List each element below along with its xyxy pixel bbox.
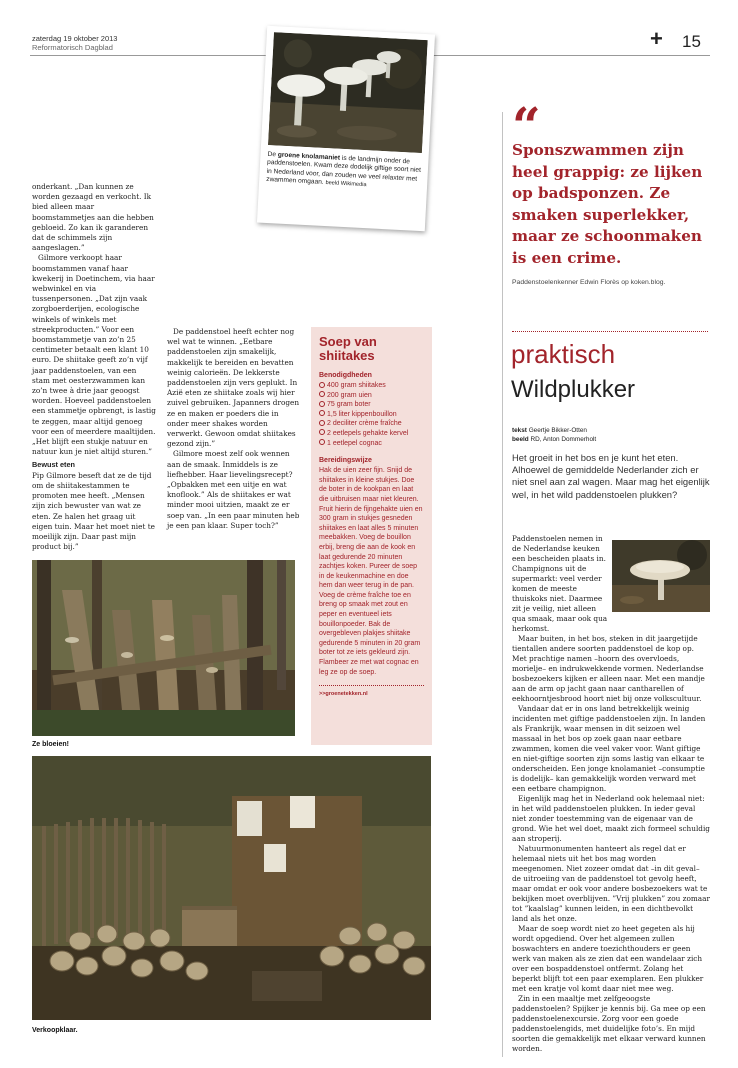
polaroid-caption (266, 151, 422, 193)
polaroid-credit: beeld Wikimedia (325, 180, 367, 189)
article-paragraph: Gilmore verkoopt haar boomstammen vanaf haar kwekerij in Doetinchem, via haar webwinkel en via tussenpersonen. „Dat zijn vaak zorgboerderijen, ecologische winkels of winkels met streekproducten.” Voor een boomstammetje van zo’n 25 centimeter betaalt een klant 10 euro. De shiitake geeft zo’n vijf jaar paddenstoelen, van een stam met oesterzwammen kan zo’n twee à drie jaar geoogst worden. Hoeveel paddenstoelen een stammetje opbrengt, is lastig te zeggen, maar altijd genoeg voor een of meerdere maaltijden. „Het blijft een stukje natuur en natuur kun je niet altijd sturen.” (32, 253, 156, 457)
photo-logs-sale (32, 756, 431, 1020)
photo-caption-1: Ze bloeien! (32, 741, 69, 748)
byline-text-row (512, 426, 596, 435)
pull-quote-source: Paddenstoelenkenner Edwin Florès op koken.blog. (512, 279, 666, 286)
article-paragraph: De paddenstoel heeft echter nog wel wat te winnen. „Eetbare paddenstoelen zijn smakelijk, makkelijk te bereiden en bevatten weinig calorieën. De lekkerste paddenstoelen zijn vers geplukt. In Azië eten ze shiitake zoals wij hier zuivel gebruiken. Japanners drogen ze en maken er poeders die in onder meer shakes worden verwerkt. Gewoon omdat shiitakes gezond zijn.” (167, 327, 300, 449)
article-column-1 (32, 182, 156, 552)
death-cap-mushroom-image (268, 32, 428, 153)
circle-icon (319, 410, 325, 416)
sidebar-title: Wildplukker (511, 376, 636, 403)
polaroid-photo (257, 26, 435, 232)
polaroid-caption-pre: De (267, 150, 278, 159)
sidebar-paragraph: Maar de soep wordt niet zo heet gegeten als hij wordt opgediend. Over het algemeen zullen boswachters en andere toezichthouders er geen werk van maken als ze zien dat een wandelaar zich over een bospaddenstoel ontfermt. Zolang het beperkt blijft tot een paar exemplaren. Een plukker met een kratje vol komt daar niet mee weg. (512, 924, 704, 993)
polaroid-caption-post: is de landmijn onder de paddenstoelen. Kwam deze dodelijk giftige soort niet in Nederland voor, dan zouden we veel relaxter met zwammen omgaan. (266, 154, 422, 187)
circle-icon (319, 382, 325, 388)
pull-quote: Sponszwammen zijn heel grappig: ze lijken op badsponzen. Ze smaken superlekker, maar ze schoonmaken is een crime. (512, 141, 703, 267)
header-publication: Reformatorisch Dagblad (32, 43, 113, 52)
recipe-ingredients-heading: Benodigdheden (319, 372, 372, 379)
article-subhead: Bewust eten (32, 460, 75, 470)
article-paragraph: Pip Gilmore beseft dat ze de tijd om de shiitakestammen te promoten mee heeft. „Mensen zijn zich bewuster van wat ze eten. Ze halen het graag uit eigen tuin. Maar het moet niet te moeilijk zijn. Daar past mijn product bij.” (32, 470, 155, 552)
sidebar-byline (512, 426, 596, 444)
article-paragraph: onderkant. „Dan kunnen ze worden gezaagd en verkocht. Ik bied alleen maar boomstammetjes aan die hebben gebloeid. Zo kan ik garanderen dat de schimmels zijn aangeslagen.” (32, 182, 154, 253)
article-column-2 (167, 327, 301, 531)
sidebar-intro: Het groeit in het bos en je kunt het eten. Alhoewel de gemiddelde Nederlander zich er niet snel aan zal wagen. Maar mag het eigenlijk wel, in het wild paddenstoelen plukken? (512, 452, 710, 500)
quote-mark-icon: “ (512, 96, 541, 155)
circle-icon (319, 420, 325, 426)
sidebar-paragraph: Zin in een maaltje met zelfgeoogste paddenstoelen? Spijker je kennis bij. Ga mee op een paddenstoelenexcursie. Zorg voor een goede paddenstoelengids, met duidelijke foto’s. En mijd soorten die gemakkelijk met elkaar verward kunnen worden. (512, 994, 706, 1053)
byline-image-author: RD, Anton Dommerholt (530, 436, 597, 443)
recipe-ingredient-text: 200 gram uien (327, 391, 372, 399)
logs-forest-image (32, 560, 295, 736)
circle-icon (319, 439, 325, 445)
logs-sale-image (32, 756, 431, 1020)
recipe-ingredient-text: 75 gram boter (327, 401, 371, 409)
recipe-ingredient-text: 1 eetlepel cognac (327, 439, 382, 447)
circle-icon (319, 429, 325, 435)
recipe-ingredient-text: 2 deciliter crème fraîche (327, 420, 402, 428)
recipe-ingredient (319, 391, 424, 401)
byline-text-label: tekst (512, 427, 527, 434)
sidebar-paragraph: Maar buiten, in het bos, steken in dit jaargetijde tientallen andere soorten paddenstoel de kop op. Met prachtige namen –hoorn des overvloeds, morielje– en indrukwekkende vormen. Nederlandse bosbezoekers kijken er alleen naar. Met een mandje aan de arm op jacht gaan naar cantharellen of eekhoorntjesbrood hoort niet bij onze volkscultuur. (512, 634, 705, 703)
recipe-ingredient (319, 410, 424, 420)
dotted-divider (512, 331, 708, 332)
recipe-ingredient (319, 381, 424, 391)
recipe-ingredient (319, 419, 424, 429)
recipe-box (311, 327, 432, 745)
recipe-ingredient (319, 439, 424, 449)
header-plus-icon: + (650, 26, 663, 51)
byline-image-row (512, 435, 596, 444)
sidebar-kicker: praktisch (511, 339, 616, 369)
recipe-ingredient (319, 400, 424, 410)
recipe-ingredient-text: 400 gram shiitakes (327, 382, 386, 389)
header-date: zaterdag 19 oktober 2013 (32, 34, 118, 43)
polaroid-caption-bold: groene knolamaniet (277, 151, 341, 162)
sidebar-paragraph: Natuurmonumenten hanteert als regel dat er helemaal niets uit het bos mag worden meegenomen. Niet zozeer omdat dat –in dit geval– de uitroeiing van de paddenstoel tot gevolg heeft, maar omdat er ook voor andere bosbezoekers wat te bekijken moet overblijven. ”Vrij plukken” zou zomaar tot ”kaalslag” kunnen leiden, in een dichtbevolkt land als het onze. (512, 844, 710, 923)
circle-icon (319, 401, 325, 407)
column-separator (502, 112, 503, 1057)
recipe-method: Hak de uien zeer fijn. Snijd de shiitakes in kleine stukjes. Doe de boter in de kookpan en laat die uitbruisen maar niet kleuren. Fruit hierin de fijngehakte uien en 300 gram in stukjes gesneden shiitakes en laat alles 5 minuten meebakken. Voeg de bouillon erbij, breng die aan de kook en laat gedurende 20 minuten zachtjes koken. Pureer de soep in de keukenmachine en doe hem dan weer terug in de pan. Voeg de crème fraîche toe en breng op smaak met zout en peper en eventueel iets bouillonpoeder. Bak de overgebleven plakjes shiitake gedurende 5 minuten in 20 gram boter tot ze iets gekleurd zijn. Flambeer ze met wat cognac en leg ze op de soep. (319, 467, 423, 676)
sidebar-paragraph: Eigenlijk mag het in Nederland ook helemaal niet: in het wild paddenstoelen plukken. In ieder geval niet zonder toestemming van de eigenaar van de grond. Wie het wel doet, maakt zich formeel schuldig aan stroperij. (512, 794, 710, 843)
recipe-ingredient-text: 1,5 liter kippenbouillon (327, 410, 397, 418)
sidebar-body (512, 534, 710, 1054)
recipe-title: Soep van shiitakes (319, 334, 377, 363)
article-paragraph: Gilmore moest zelf ook wennen aan de smaak. Inmiddels is ze liefhebber. Haar lievelingsrecept? „Opbakken met een uitje en wat knoflook.” Als de shiitakes er wat minder mooi uitzien, maakt ze er soep van. „In een paar minuten heb je een pan klaar. Super toch?” (167, 449, 300, 530)
recipe-ingredient-text: 2 eetlepels gehakte kervel (327, 429, 409, 437)
photo-caption-2: Verkoopklaar. (32, 1027, 78, 1034)
byline-image-label: beeld (512, 436, 529, 443)
photo-logs-forest (32, 560, 295, 736)
byline-text-author: Geertje Bikker-Otten (528, 427, 587, 434)
sidebar-paragraph: Paddenstoelen nemen in de Nederlandse keuken een bescheiden plaats in. Champignons uit de supermarkt: veel verder komen de meeste thuiskoks niet. Daarmee zit je veilig, niet alleen qua smaak, maar ook qua herkomst. (512, 534, 608, 633)
recipe-ingredient (319, 429, 424, 439)
circle-icon (319, 391, 325, 397)
header-date-block (32, 34, 117, 52)
recipe-method-heading: Bereidingswijze (319, 457, 372, 465)
page-number: 15 (682, 32, 701, 51)
recipe-ingredients-list (319, 381, 424, 448)
sidebar-paragraph: Vandaar dat er in ons land betrekkelijk weinig incidenten met giftige paddenstoelen zijn. In landen als Frankrijk, waar mensen in dit seizoen wel massaal in het bos op zoek gaan naar eetbare zwammen, komen die veel vaker voor. Want giftige en niet-giftige soorten zijn soms lastig van elkaar te onderscheiden. Een jonge knolamaniet –consumptie is dodelijk– kan gemakkelijk worden verward met een eetbare champignon. (512, 704, 706, 793)
recipe-link[interactable]: >>groenetekken.nl (319, 685, 424, 697)
